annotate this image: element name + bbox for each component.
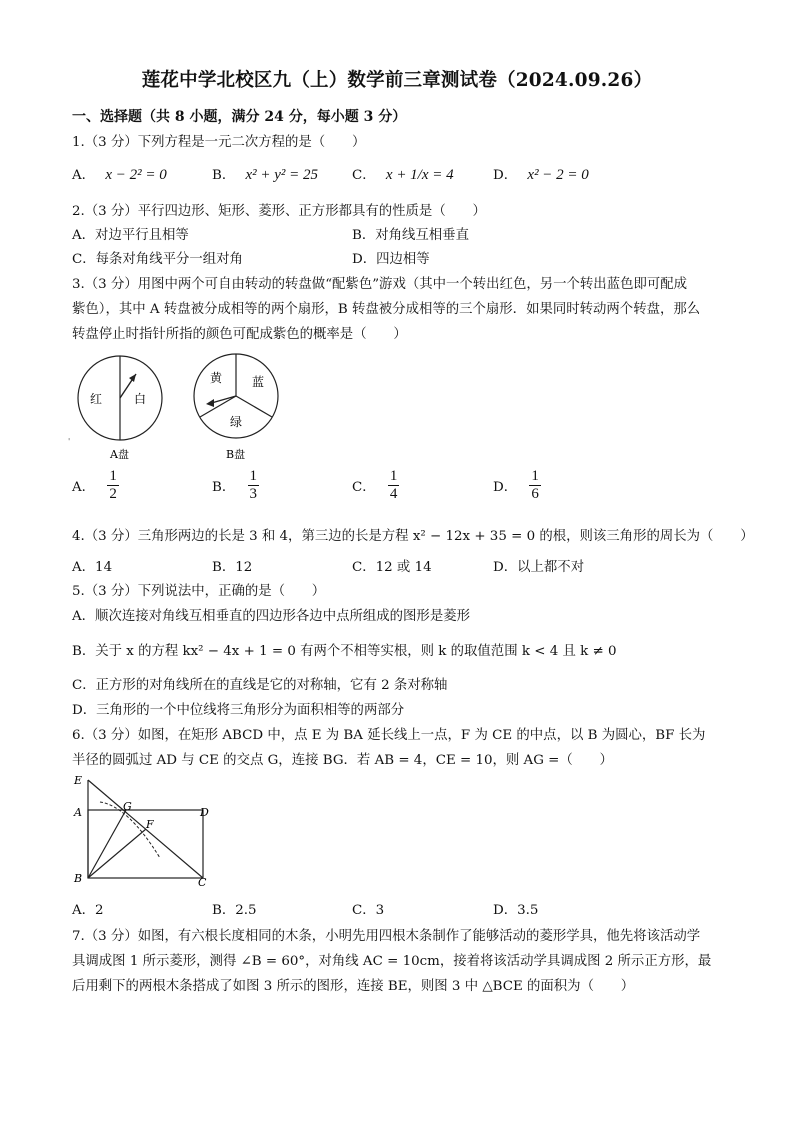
q6-line2: 半径的圆弧过 AD 与 CE 的交点 G，连接 BG．若 AB = 4，CE = 10，则 AG =（ ） [72,753,613,768]
q4-option-d: D．以上都不对 [493,560,585,575]
q3-spinners-figure [66,352,306,462]
q2-option-d: D．四边相等 [352,252,430,267]
svg-text:D: D [200,806,209,819]
svg-text:': ' [68,437,71,446]
q5-stem: 5.（3 分）下列说法中，正确的是（ ） [72,584,326,599]
q6-option-a: A．2 [72,903,104,918]
q1-option-b: B． x² + y² = 25 [212,167,319,183]
page-title: 莲花中学北校区九（上）数学前三章测试卷（2024.09.26） [141,70,653,91]
q5-option-a: A．顺次连接对角线互相垂直的四边形各边中点所组成的图形是菱形 [72,609,470,624]
spinner-b-blue: 蓝 [252,375,265,389]
q6-option-b: B．2.5 [212,903,257,918]
q6-rectangle-figure [68,772,218,892]
q3-line2: 紫色），其中 A 转盘被分成相等的两个扇形，B 转盘被分成相等的三个扇形．如果同时转动两个转盘，那么 [72,302,701,317]
q5-option-b: B．关于 x 的方程 kx² − 4x + 1 = 0 有两个不相等实根，则 k 的取值范围 k < 4 且 k ≠ 0 [72,644,617,659]
q5-option-d: D．三角形的一个中位线将三角形分为面积相等的两部分 [72,703,405,718]
svg-text:F: F [146,818,154,831]
q4-option-a: A．14 [72,560,113,575]
q3-option-c: C． $\frac{1}{4}$ [352,468,398,502]
q3-option-a: A． $\frac{1}{2}$ [72,468,117,502]
q3-line1: 3.（3 分）用图中两个可自由转动的转盘做“配紫色”游戏（其中一个转出红色，另一个转出蓝色即可配成 [72,277,688,292]
q1-option-c: C． x + 1/x = 4 [352,167,454,183]
q2-option-a: A．对边平行且相等 [72,228,189,243]
spinner-b-yellow: 黄 [210,371,223,385]
svg-text:E: E [74,774,83,787]
q1-stem: 1.（3 分）下列方程是一元二次方程的是（ ） [72,135,366,150]
q1-option-d: D． x² − 2 = 0 [493,167,589,183]
spinner-a [68,356,162,461]
spinner-b-green: 绿 [230,415,243,429]
spinner-b-label: B盘 [226,448,246,461]
svg-text:C: C [198,876,207,889]
spinner-b [194,354,278,461]
svg-text:B: B [74,872,83,885]
q3-line3: 转盘停止时指针所指的颜色可配成紫色的概率是（ ） [72,327,407,342]
q1-math-d: x² − 2 = 0 [527,167,589,183]
q7-line3: 后用剩下的两根木条搭成了如图 3 所示的图形，连接 BE，则图 3 中 △BCE 的面积为（ ） [72,979,635,994]
q6-line1: 6.（3 分）如图，在矩形 ABCD 中，点 E 为 BA 延长线上一点，F 为 CE 的中点，以 B 为圆心，BF 长为 [72,728,706,743]
q7-line1: 7.（3 分）如图，有六根长度相同的木条，小明先用四根木条制作了能够活动的菱形学具，他先将该活动学 [72,929,701,944]
q2-stem: 2.（3 分）平行四边形、矩形、菱形、正方形都具有的性质是（ ） [72,204,486,219]
svg-text:G: G [123,800,132,813]
q1-math-a: x − 2² = 0 [105,167,167,183]
q1-math-c: x + 1/x = 4 [385,167,454,183]
q4-option-c: C．12 或 14 [352,560,432,575]
q6-option-c: C．3 [352,903,385,918]
q3-option-d: D． $\frac{1}{6}$ [493,468,539,502]
q2-option-b: B．对角线互相垂直 [352,228,469,243]
spinner-a-red: 红 [90,392,103,406]
q1-option-a: A． x − 2² = 0 [72,167,167,183]
q5-option-c: C．正方形的对角线所在的直线是它的对称轴，它有 2 条对称轴 [72,678,448,693]
section-heading: 一、选择题（共 8 小题，满分 24 分，每小题 3 分） [72,109,407,125]
spinner-a-label: A盘 [110,448,129,461]
q4-option-b: B．12 [212,560,253,575]
q1-math-b: x² + y² = 25 [245,167,319,183]
q3-option-b: B． $\frac{1}{3}$ [212,468,257,502]
q2-option-c: C．每条对角线平分一组对角 [72,252,243,267]
q7-line2: 具调成图 1 所示菱形，测得 ∠B = 60°，对角线 AC = 10cm，接着将该活动学具调成图 2 所示正方形，最 [72,954,712,969]
q6-option-d: D．3.5 [493,903,539,918]
spinner-a-white: 白 [134,392,147,406]
q4-stem: 4.（3 分）三角形两边的长是 3 和 4，第三边的长是方程 x² − 12x + 35 = 0 的根，则该三角形的周长为（ ） [72,529,754,544]
svg-text:A: A [74,806,82,819]
